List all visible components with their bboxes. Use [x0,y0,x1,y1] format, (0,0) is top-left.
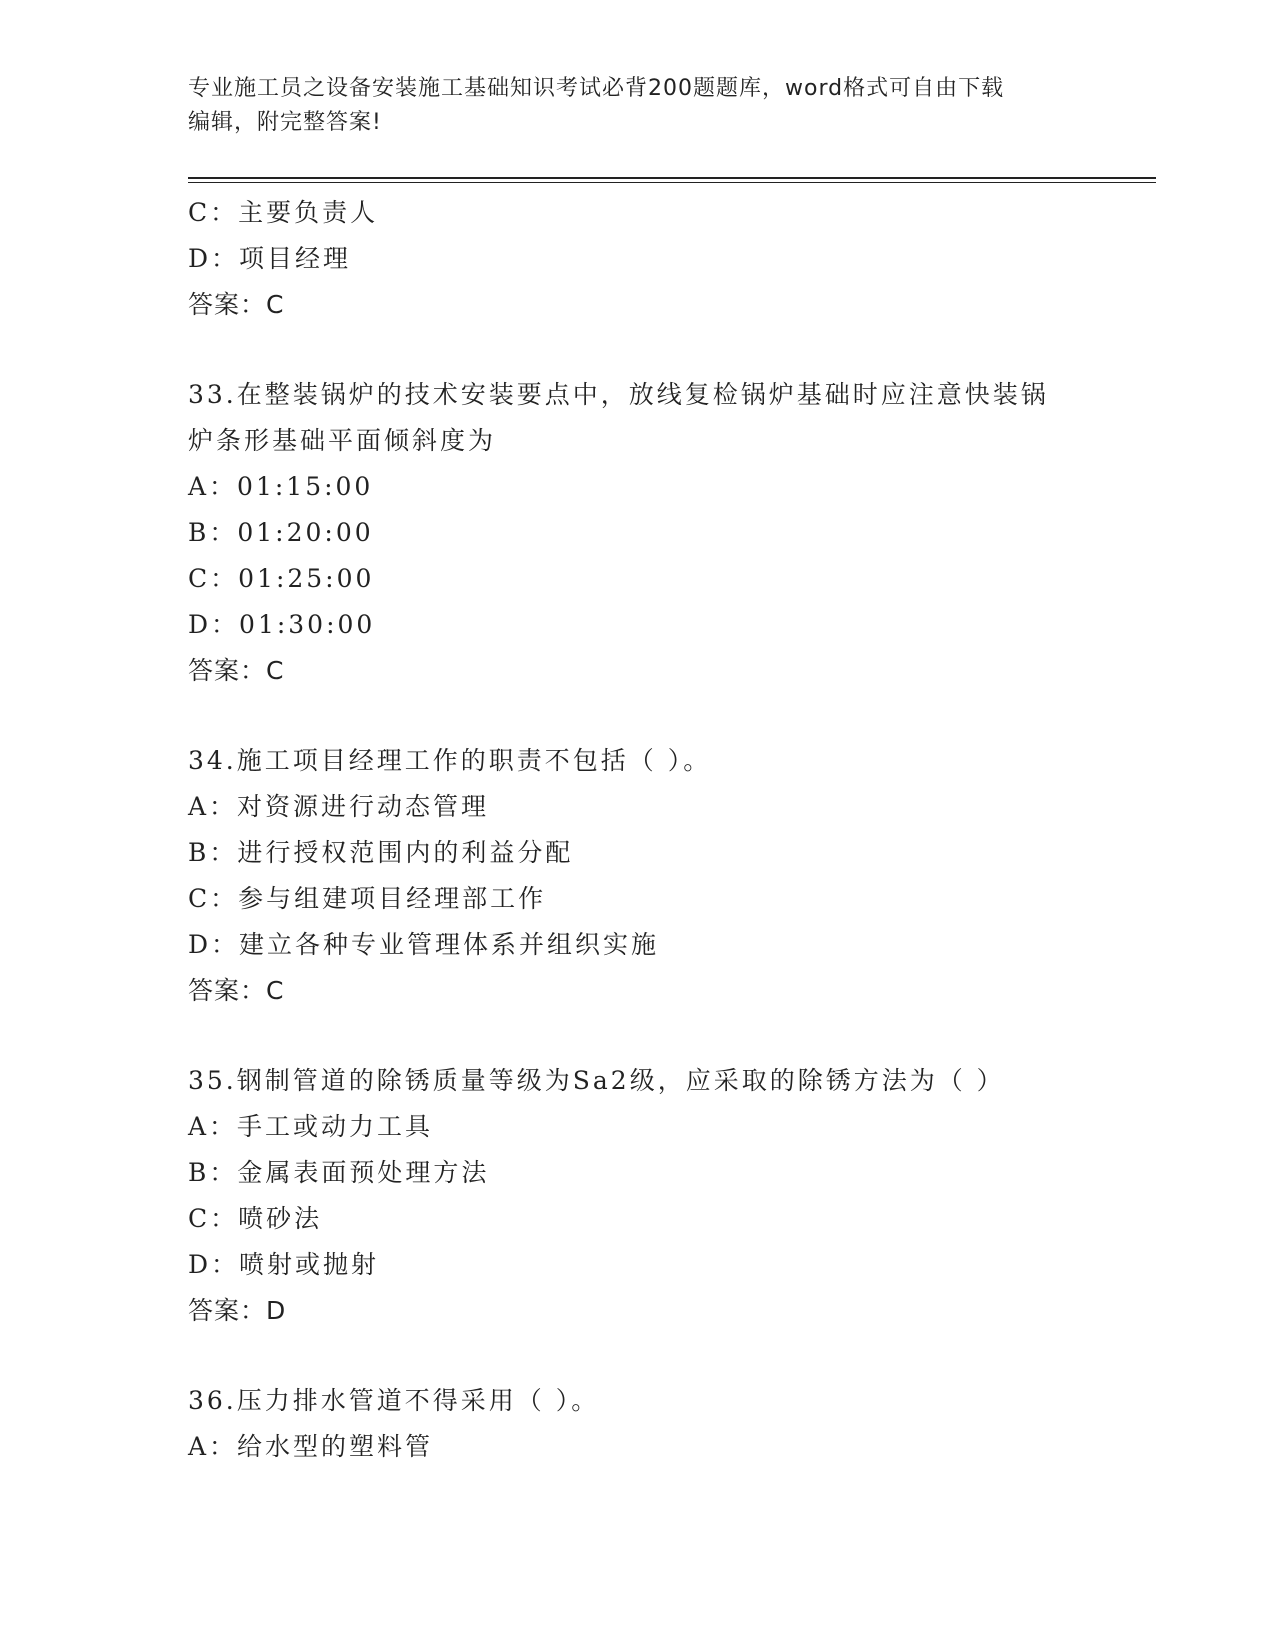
option-c: C：01:25:00 [188,564,375,593]
header-title-line-2: 编辑，附完整答案! [188,110,382,135]
question-stem-line-2: 炉条形基础平面倾斜度为 [188,426,497,455]
answer-line: 答案：C [188,656,285,685]
option-c: C：喷砂法 [188,1204,323,1233]
question-stem-line-1: 34.施工项目经理工作的职责不包括（ ）。 [188,746,712,775]
option-d: D：建立各种专业管理体系并组织实施 [188,930,660,959]
document-body [188,190,1148,1470]
document-header [188,72,1088,140]
option-c: C：参与组建项目经理部工作 [188,884,547,913]
option-a: A：手工或动力工具 [188,1112,434,1141]
question-stem-line-1: 35.钢制管道的除锈质量等级为Sa2级，应采取的除锈方法为（ ） [188,1066,1005,1095]
question-block-33 [188,372,1148,694]
question-block-36 [188,1378,1148,1470]
option-a: A：01:15:00 [188,472,374,501]
option-b: B：01:20:00 [188,518,374,547]
question-gap [188,1014,1148,1058]
answer-line: 答案：C [188,290,285,319]
option-d: D：01:30:00 [188,610,376,639]
question-gap [188,328,1148,372]
option-d: D：项目经理 [188,244,352,273]
answer-line: 答案：C [188,976,285,1005]
header-divider [188,177,1156,183]
answer-line: 答案：D [188,1296,287,1325]
question-stem-line-1: 33.在整装锅炉的技术安装要点中，放线复检锅炉基础时应注意快装锅 [188,380,1049,409]
question-stem-line-1: 36.压力排水管道不得采用（ ）。 [188,1386,600,1415]
option-b: B：进行授权范围内的利益分配 [188,838,574,867]
question-block-35 [188,1058,1148,1334]
option-a: A：对资源进行动态管理 [188,792,490,821]
question-block-34 [188,738,1148,1014]
option-b: B：金属表面预处理方法 [188,1158,490,1187]
question-gap [188,694,1148,738]
option-c: C：主要负责人 [188,198,379,227]
header-title-line-1: 专业施工员之设备安装施工基础知识考试必背200题题库，word格式可自由下载 [188,76,1005,101]
option-d: D：喷射或抛射 [188,1250,380,1279]
question-gap [188,1334,1148,1378]
question-block-32-continued [188,190,1148,328]
option-a: A：给水型的塑料管 [188,1432,434,1461]
